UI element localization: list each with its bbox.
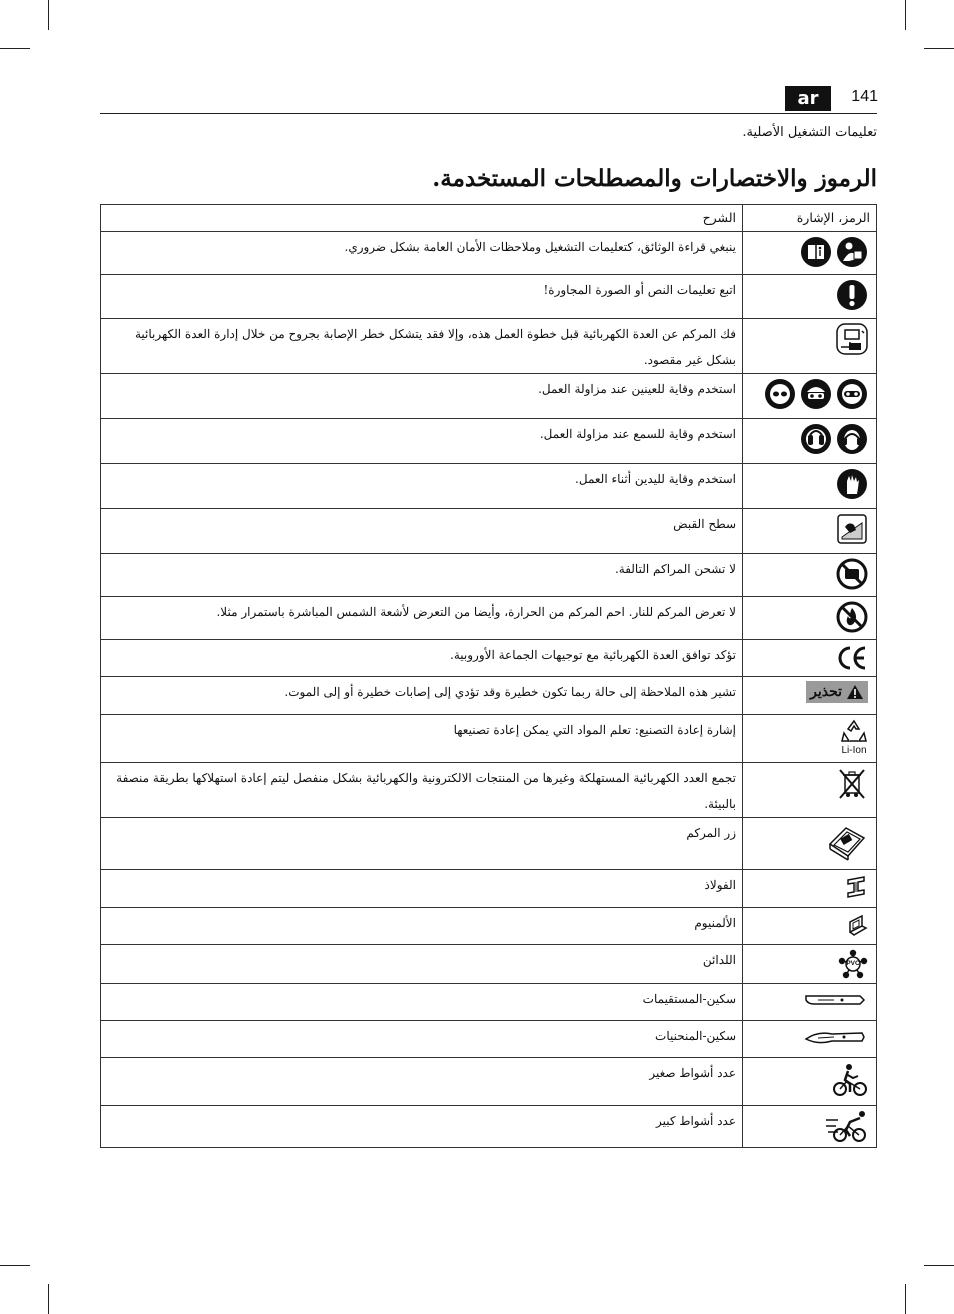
pvc-icon xyxy=(838,949,868,979)
column-header-symbol: الرمز، الإشارة xyxy=(743,205,877,232)
header-rule xyxy=(100,113,877,114)
explanation-cell: استخدم وقاية للعينين عند مزاولة العمل. xyxy=(101,374,743,419)
symbol-cell xyxy=(743,1021,877,1058)
symbol-cell xyxy=(743,677,877,715)
explanation-cell: لا تشحن المراكم التالفة. xyxy=(101,554,743,597)
page-number: 141 xyxy=(851,88,878,105)
symbol-cell xyxy=(743,1106,877,1148)
crossed-bin-icon xyxy=(836,767,868,801)
explanation-cell: الفولاذ xyxy=(101,870,743,908)
unplug-battery-icon xyxy=(836,323,868,355)
ce-mark-icon xyxy=(836,644,868,672)
recycling-li-ion-icon xyxy=(840,719,868,756)
safety-goggles-icon xyxy=(836,378,868,410)
table-row xyxy=(101,677,877,715)
crop-mark xyxy=(0,1265,30,1266)
symbol-cell xyxy=(743,1058,877,1106)
table-header-row xyxy=(101,205,877,232)
face-shield-icon xyxy=(764,378,796,410)
table-row xyxy=(101,275,877,319)
table-row xyxy=(101,419,877,464)
explanation-cell: فك المركم عن العدة الكهربائية قبل خطوة العمل هذه، وإلا فقد يتشكل خطر الإصابة بجروح من خلال إدارة العدة الكهربائية بشكل غير مقصود. xyxy=(101,319,743,374)
recycling-label: Li-Ion xyxy=(841,745,867,756)
crop-mark xyxy=(924,1265,954,1266)
explanation-cell: تشير هذه الملاحظة إلى حالة ربما تكون خطيرة وقد تؤدي إلى إصابات خطيرة أو إلى الموت. xyxy=(101,677,743,715)
explanation-cell: تجمع العدد الكهربائية المستهلكة وغيرها من المنتجات الالكترونية والكهربائية بشكل منفصل ليتم إعادة استهلاكها بطريقة منصفة بالبيئة. xyxy=(101,763,743,818)
table-row xyxy=(101,509,877,554)
table-row xyxy=(101,554,877,597)
manual-icon xyxy=(800,236,832,268)
table-row xyxy=(101,818,877,870)
battery-release-icon xyxy=(826,822,868,862)
symbol-cell xyxy=(743,908,877,945)
symbol-cell xyxy=(743,870,877,908)
table-row xyxy=(101,870,877,908)
table-row xyxy=(101,984,877,1021)
no-charging-icon xyxy=(836,558,868,590)
symbol-cell xyxy=(743,319,877,374)
read-instructions-icon xyxy=(836,236,868,268)
symbols-table xyxy=(100,204,877,1148)
crop-mark xyxy=(924,48,954,49)
table-row xyxy=(101,763,877,818)
table-row xyxy=(101,1021,877,1058)
table-row xyxy=(101,374,877,419)
symbol-cell xyxy=(743,275,877,319)
symbol-cell xyxy=(743,464,877,509)
symbol-cell xyxy=(743,640,877,677)
table-row xyxy=(101,715,877,763)
column-header-explanation: الشرح xyxy=(101,205,743,232)
symbol-cell xyxy=(743,715,877,763)
explanation-cell: إشارة إعادة التصنيع: تعلم المواد التي يمكن إعادة تصنيعها xyxy=(101,715,743,763)
explanation-cell: الألمنيوم xyxy=(101,908,743,945)
table-row xyxy=(101,232,877,275)
ear-muffs-icon xyxy=(836,423,868,455)
table-row xyxy=(101,1058,877,1106)
warning-label-text: تحذير xyxy=(810,684,842,700)
steel-icon xyxy=(844,874,868,900)
ear-protection-icon xyxy=(800,423,832,455)
symbol-cell xyxy=(743,554,877,597)
explanation-cell: عدد أشواط كبير xyxy=(101,1106,743,1148)
low-speed-cyclist-icon xyxy=(832,1062,868,1098)
table-row xyxy=(101,464,877,509)
symbol-cell xyxy=(743,984,877,1021)
explanation-cell: لا تعرض المركم للنار. احم المركم من الحرارة، وأيضا من التعرض لأشعة الشمس المباشرة باستمرار مثلا. xyxy=(101,597,743,640)
explanation-cell: سطح القبض xyxy=(101,509,743,554)
curved-blade-icon xyxy=(804,1025,868,1049)
exclamation-icon xyxy=(836,279,868,311)
table-row xyxy=(101,597,877,640)
explanation-cell: ينبغي قراءة الوثائق، كتعليمات التشغيل وملاحظات الأمان العامة بشكل ضروري. xyxy=(101,232,743,275)
symbol-cell xyxy=(743,597,877,640)
symbol-cell xyxy=(743,509,877,554)
explanation-cell: تؤكد توافق العدة الكهربائية مع توجيهات الجماعة الأوروبية. xyxy=(101,640,743,677)
symbol-cell xyxy=(743,818,877,870)
page-subtitle: تعليمات التشغيل الأصلية. xyxy=(742,125,877,140)
symbol-cell xyxy=(743,945,877,984)
high-speed-cyclist-icon xyxy=(824,1110,868,1144)
symbol-cell xyxy=(743,374,877,419)
crop-mark xyxy=(0,48,30,49)
explanation-cell: سكين-المستقيمات xyxy=(101,984,743,1021)
table-row xyxy=(101,1106,877,1148)
no-heat-icon xyxy=(836,601,868,633)
explanation-cell: اللدائن xyxy=(101,945,743,984)
table-row xyxy=(101,640,877,677)
goggles-helmet-icon xyxy=(800,378,832,410)
symbol-cell xyxy=(743,232,877,275)
table-row xyxy=(101,319,877,374)
explanation-cell: سكين-المنحنيات xyxy=(101,1021,743,1058)
aluminium-icon xyxy=(844,912,868,938)
language-badge: ar xyxy=(785,86,831,111)
pvc-label: PVC xyxy=(846,960,860,967)
crop-mark xyxy=(48,0,49,30)
symbol-cell xyxy=(743,763,877,818)
warning-label-icon xyxy=(806,681,868,703)
crop-mark xyxy=(905,1284,906,1314)
explanation-cell: زر المركم xyxy=(101,818,743,870)
symbol-cell xyxy=(743,419,877,464)
explanation-cell: استخدم وقاية للسمع عند مزاولة العمل. xyxy=(101,419,743,464)
straight-blade-icon xyxy=(804,988,868,1012)
table-row xyxy=(101,945,877,984)
explanation-cell: اتبع تعليمات النص أو الصورة المجاورة! xyxy=(101,275,743,319)
protective-gloves-icon xyxy=(836,468,868,500)
crop-mark xyxy=(48,1284,49,1314)
explanation-cell: استخدم وقاية لليدين أثناء العمل. xyxy=(101,464,743,509)
page-title: الرموز والاختصارات والمصطلحات المستخدمة. xyxy=(432,165,877,192)
grip-surface-icon xyxy=(836,513,868,545)
table-row xyxy=(101,908,877,945)
explanation-cell: عدد أشواط صغير xyxy=(101,1058,743,1106)
crop-mark xyxy=(905,0,906,30)
